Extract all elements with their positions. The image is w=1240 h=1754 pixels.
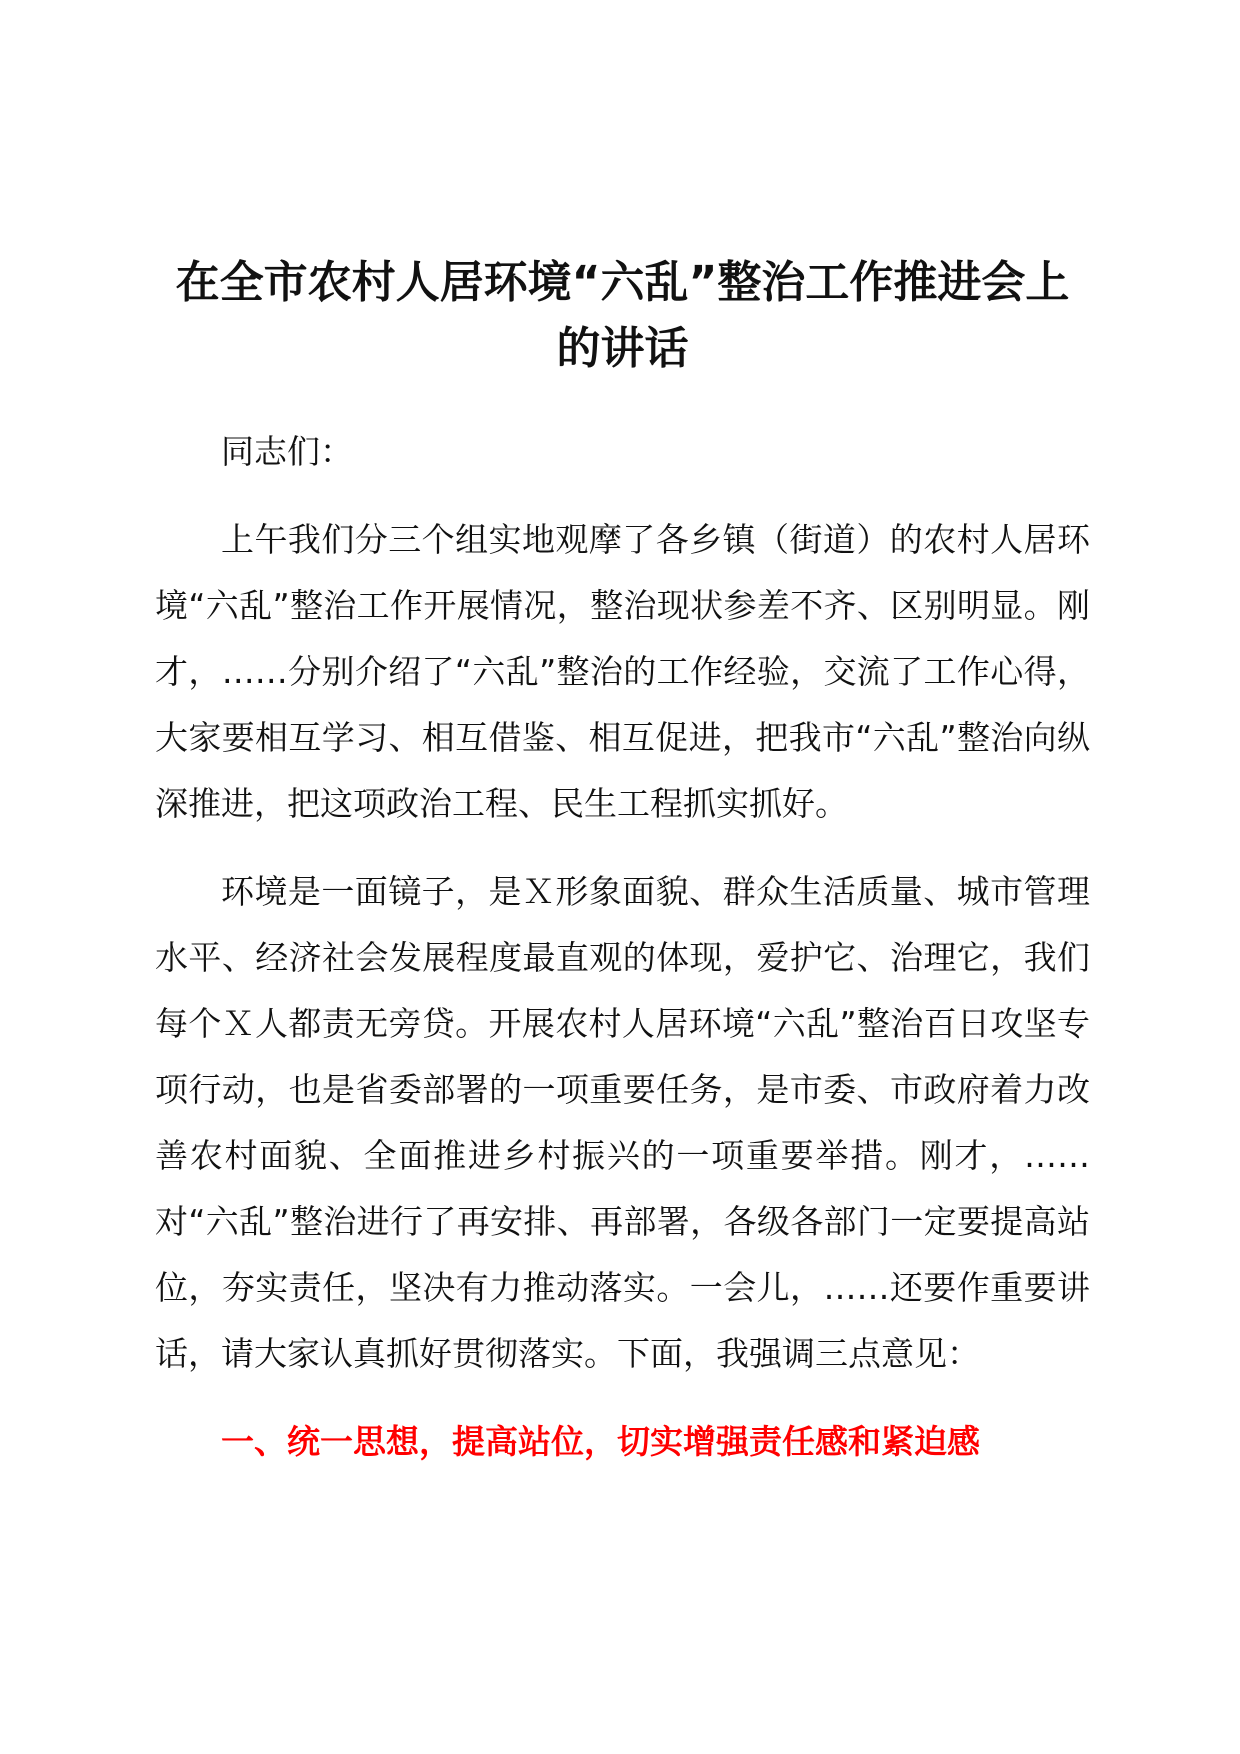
paragraph-1: 上午我们分三个组实地观摩了各乡镇（街道）的农村人居环境“六乱”整治工作开展情况，整治现状参差不齐、区别明显。刚才，……分别介绍了“六乱”整治的工作经验，交流了工作心得，大家要相互学习、相互借鉴、相互促进，把我市“六乱”整治向纵深推进，把这项政治工程、民生工程抓实抓好。 <box>155 520 1090 823</box>
salutation: 同志们： <box>221 432 353 471</box>
paragraph-2: 环境是一面镜子，是Ｘ形象面貌、群众生活质量、城市管理水平、经济社会发展程度最直观的体现，爱护它、治理它，我们每个Ｘ人都责无旁贷。开展农村人居环境“六乱”整治百日攻坚专项行动，也是省委部署的一项重要任务，是市委、市政府着力改善农村面貌、全面推进乡村振兴的一项重要举措。刚才，……对“六乱”整治进行了再安排、再部署，各级各部门一定要提高站位，夯实责任，坚决有力推动落实。一会儿，……还要作重要讲话，请大家认真抓好贯彻落实。下面，我强调三点意见： <box>155 872 1090 1373</box>
document-title: 在全市农村人居环境“六乱”整治工作推进会上的讲话 <box>175 257 1070 374</box>
section-heading: 一、统一思想，提高站位，切实增强责任感和紧迫感 <box>221 1422 980 1461</box>
document-content <box>155 250 1090 1508</box>
